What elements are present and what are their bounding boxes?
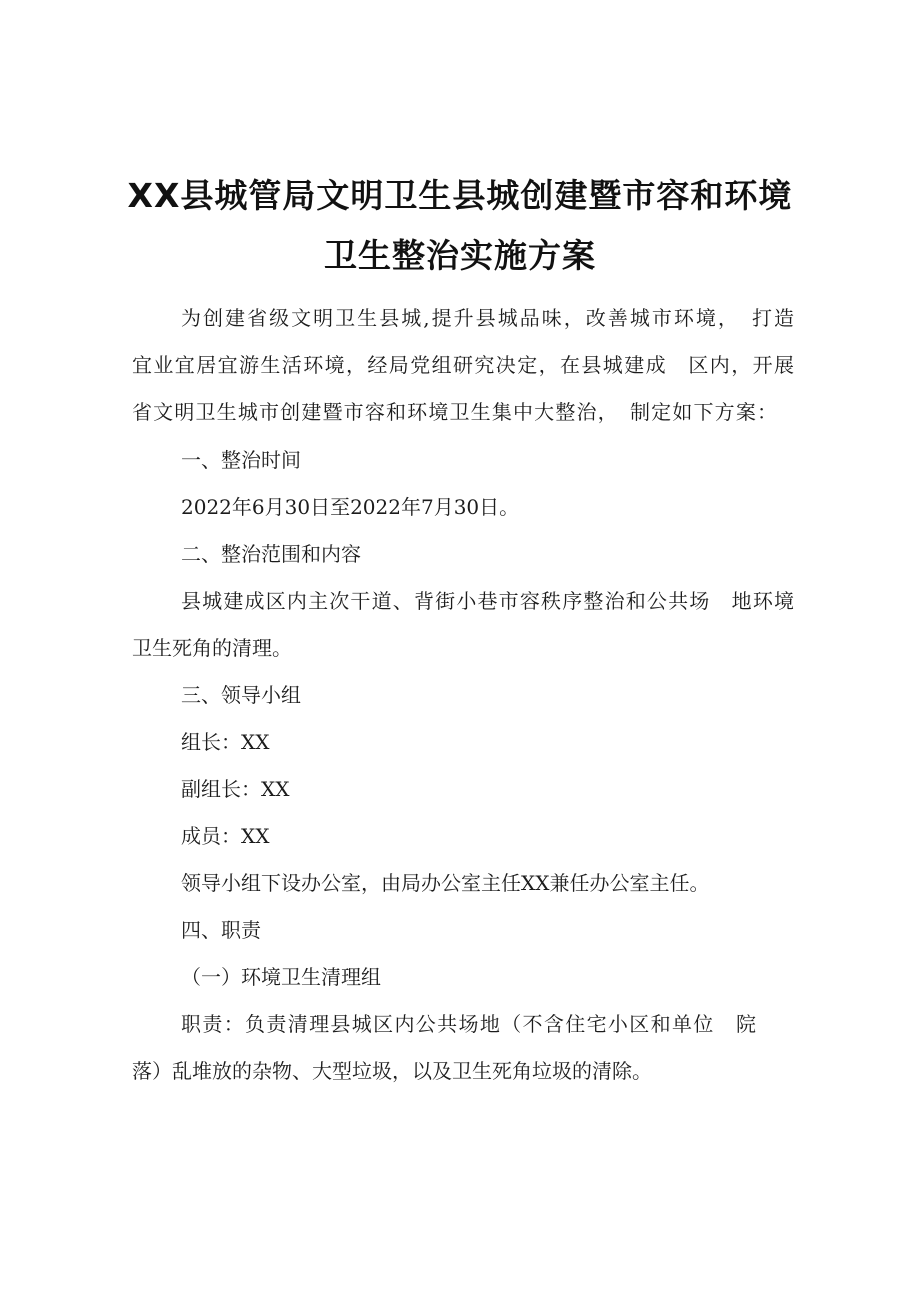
section1-content: 2022年6月30日至2022年7月30日。 [181, 495, 520, 519]
subsection1-heading: （一）环境卫生清理组 [181, 965, 381, 989]
document-title-line1: XX县城管局文明卫生县城创建暨市容和环境 [127, 176, 793, 215]
intro-paragraph-line1: 为创建省级文明卫生县城,提升县城品味，改善城市环境， 打造 [181, 306, 794, 330]
office-line: 领导小组下设办公室，由局办公室主任XX兼任办公室主任。 [181, 871, 710, 895]
intro-paragraph-line2: 宜业宜居宜游生活环境，经局党组研究决定，在县城建成 区内，开展 [132, 353, 794, 377]
members-line: 成员：XX [181, 824, 270, 848]
section2-paragraph-line2: 卫生死角的清理。 [132, 636, 292, 660]
deputy-leader-line: 副组长：XX [181, 777, 290, 801]
document-title-line2: 卫生整治实施方案 [324, 236, 596, 275]
section2-paragraph-line1: 县城建成区内主次干道、背街小巷市容秩序整治和公共场 地环境 [181, 589, 794, 613]
intro-paragraph-line3: 省文明卫生城市创建暨市容和环境卫生集中大整治， 制定如下方案： [132, 400, 777, 424]
section3-heading: 三、领导小组 [181, 683, 301, 707]
section1-heading: 一、整治时间 [181, 448, 301, 472]
section2-heading: 二、整治范围和内容 [181, 542, 361, 566]
section4-heading: 四、职责 [181, 918, 261, 942]
subsection1-paragraph-line1: 职责：负责清理县城区内公共场地（不含住宅小区和单位 院 [181, 1012, 756, 1036]
subsection1-paragraph-line2: 落）乱堆放的杂物、大型垃圾，以及卫生死角垃圾的清除。 [132, 1059, 652, 1083]
leader-line: 组长：XX [181, 730, 270, 754]
